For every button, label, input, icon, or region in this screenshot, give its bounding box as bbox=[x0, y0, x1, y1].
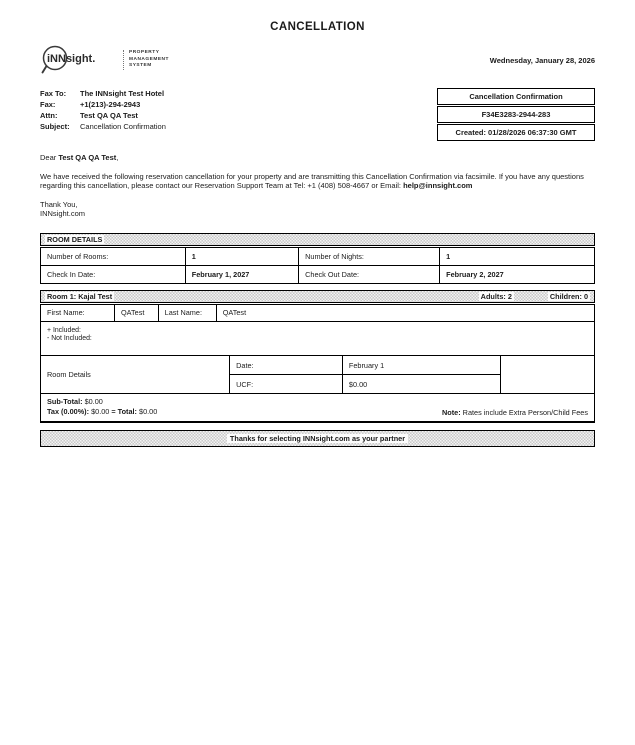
room-details-section-header bbox=[40, 233, 595, 246]
tax-value: $0.00 bbox=[91, 407, 110, 417]
support-email: help@innsight.com bbox=[403, 181, 473, 190]
closing-line-2: INNsight.com bbox=[40, 209, 86, 218]
page-title: CANCELLATION bbox=[270, 21, 365, 33]
fax-to-label: Fax To: bbox=[40, 89, 67, 98]
nights-label: Number of Nights: bbox=[298, 248, 439, 265]
salutation-name: Test QA QA Test bbox=[58, 153, 117, 162]
confirmation-box-title: Cancellation Confirmation bbox=[437, 88, 595, 105]
subtotal-value: $0.00 bbox=[84, 397, 103, 407]
first-name-value: QATest bbox=[114, 305, 158, 321]
letter-paragraph bbox=[40, 172, 595, 191]
logo-tagline-line: MANAGEMENT bbox=[129, 56, 169, 62]
room-1-detail-box bbox=[40, 304, 595, 424]
confirmation-number: F34E3283-2944-283 bbox=[437, 106, 595, 123]
fax-number-value: +1(213)-294-2943 bbox=[80, 100, 141, 109]
fax-details bbox=[40, 88, 166, 132]
salutation-prefix: Dear bbox=[40, 153, 59, 162]
tax-label: Tax (0.00%): bbox=[47, 407, 90, 417]
note-text: Rates include Extra Person/Child Fees bbox=[462, 408, 588, 418]
room-1-adults: Adults: 2 bbox=[480, 291, 512, 301]
date-value: February 1 bbox=[343, 356, 501, 375]
subtotal-line bbox=[47, 397, 157, 407]
rooms-label: Number of Rooms: bbox=[47, 251, 109, 261]
salutation-suffix: , bbox=[116, 153, 119, 162]
salutation bbox=[40, 153, 595, 163]
rates-note bbox=[442, 408, 588, 417]
room-rate-table bbox=[41, 355, 594, 393]
checkin-value: February 1, 2027 bbox=[185, 265, 298, 283]
subtotal-label: Sub-Total: bbox=[47, 397, 83, 407]
logo-tagline-line: PROPERTY bbox=[129, 50, 160, 56]
checkout-value: February 2, 2027 bbox=[439, 265, 594, 283]
logo-brand-text: iNNsight. bbox=[47, 53, 96, 65]
last-name-label: Last Name: bbox=[158, 305, 216, 321]
room-1-title: Room 1: Kajal Test bbox=[47, 291, 113, 301]
room-details-cell: Room Details bbox=[41, 356, 230, 393]
included-legend bbox=[41, 321, 594, 356]
attn-value: Test QA QA Test bbox=[80, 111, 138, 120]
totals-block bbox=[47, 397, 157, 417]
date-label: Date: bbox=[230, 356, 343, 375]
letter-body bbox=[40, 153, 595, 219]
footer-banner bbox=[40, 430, 595, 447]
fax-to-value: The INNsight Test Hotel bbox=[80, 89, 165, 98]
rate-table-empty-cell bbox=[501, 356, 594, 393]
document-header bbox=[40, 41, 595, 79]
rooms-value: 1 bbox=[185, 248, 298, 265]
included-line: + Included: bbox=[47, 326, 81, 334]
ucf-value: $0.00 bbox=[343, 375, 501, 393]
closing-line-1: Thank You, bbox=[40, 199, 78, 209]
last-name-value: QATest bbox=[216, 305, 594, 321]
logo-tagline bbox=[123, 50, 169, 70]
attn-line bbox=[40, 110, 166, 121]
fax-number-label: Fax: bbox=[40, 100, 56, 109]
letter-paragraph-text: We have received the following reservation cancellation for your property and are transmitting this Cancellation Confirmation via facsimile. If you have any questions regarding this cancellation, please contact our Reservation Support Team at Tel: +1 (408) 508-4667 or Email: bbox=[40, 171, 584, 190]
subject-value: Cancellation Confirmation bbox=[80, 122, 166, 131]
nights-value: 1 bbox=[439, 248, 594, 265]
room-1-children: Children: 0 bbox=[549, 291, 588, 301]
room-details-table bbox=[40, 247, 595, 284]
logo-tagline-line: SYSTEM bbox=[129, 63, 152, 69]
not-included-line: - Not Included: bbox=[47, 335, 92, 343]
ucf-label: UCF: bbox=[230, 375, 343, 393]
checkin-label: Check In Date: bbox=[41, 265, 185, 283]
room-1-section bbox=[40, 290, 595, 424]
room-1-header bbox=[40, 290, 595, 303]
note-label: Note: bbox=[441, 408, 461, 418]
fax-number-line bbox=[40, 99, 166, 110]
totals-row bbox=[41, 393, 594, 421]
first-name-label: First Name: bbox=[47, 308, 85, 317]
subject-line bbox=[40, 121, 166, 132]
tax-total-line bbox=[47, 407, 157, 417]
footer-banner-text: Thanks for selecting INNsight.com as your partner bbox=[227, 434, 408, 443]
attn-label: Attn: bbox=[40, 111, 58, 120]
fax-to-line bbox=[40, 88, 166, 99]
innsight-logo bbox=[40, 43, 169, 77]
document-date: Wednesday, January 28, 2026 bbox=[489, 55, 595, 65]
subject-label: Subject: bbox=[40, 122, 70, 131]
total-label: = Total: bbox=[111, 407, 137, 417]
checkout-label: Check Out Date: bbox=[298, 265, 439, 283]
room-details-section-title: ROOM DETAILS bbox=[47, 234, 103, 244]
fax-header-row bbox=[40, 88, 595, 141]
guest-name-row bbox=[41, 305, 594, 321]
magnifier-logo-icon bbox=[40, 43, 118, 77]
confirmation-created: Created: 01/28/2026 06:37:30 GMT bbox=[437, 124, 595, 141]
room-details-section bbox=[40, 233, 595, 284]
confirmation-box bbox=[437, 88, 595, 141]
total-value: $0.00 bbox=[139, 407, 158, 417]
